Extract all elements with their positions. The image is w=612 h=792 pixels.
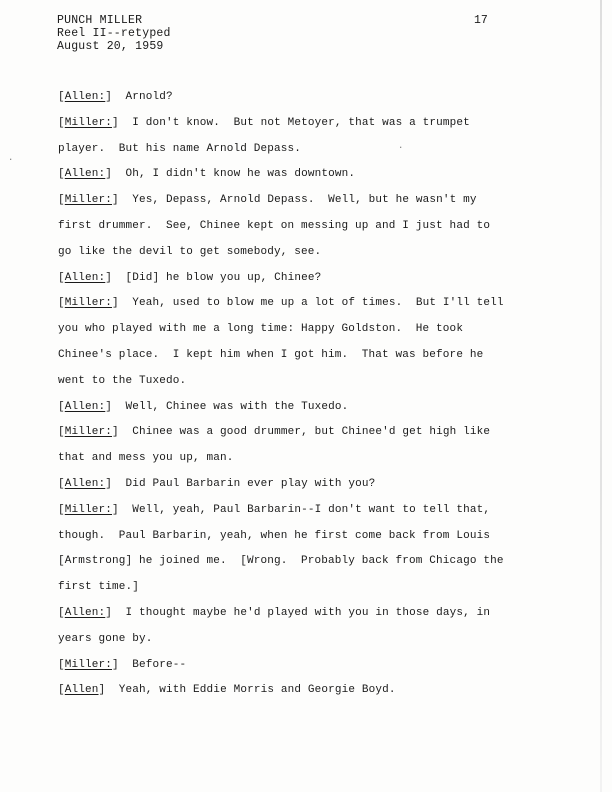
speaker-turn	[58, 89, 514, 115]
speaker-name: Allen:	[64, 606, 106, 619]
speaker-name: Allen:	[64, 91, 106, 103]
transcript-text: Well, yeah, Paul Barbarin--I don't want to tell that,	[132, 503, 491, 516]
speaker-turn	[58, 657, 514, 683]
speaker-name: Allen:	[64, 400, 106, 413]
transcript-line: [Allen:] [Did] he blow you up, Chinee?	[58, 271, 322, 284]
transcript-text: I thought maybe he'd played with you in those days, in	[125, 606, 491, 619]
transcript-text: went to the Tuxedo.	[58, 374, 187, 387]
speaker-turn	[58, 270, 514, 296]
speaker-turn	[58, 476, 514, 502]
speaker-turn	[58, 605, 514, 657]
transcript-text: Before--	[132, 658, 187, 671]
speaker-turn	[58, 682, 514, 708]
transcript-line	[58, 579, 514, 605]
header-line-title: PUNCH MILLER	[57, 14, 143, 27]
speaker-turn	[58, 192, 514, 269]
transcript-line: [Miller:] Before--	[58, 658, 187, 671]
transcript-text: Chinee's place. I kept him when I got him. That was before he	[58, 348, 484, 361]
transcript-text: though. Paul Barbarin, yeah, when he first come back from Louis	[58, 529, 491, 542]
transcript-line	[58, 347, 514, 373]
transcript-line	[58, 244, 514, 270]
transcript-line	[58, 450, 514, 476]
speaker-name: Miller:	[64, 116, 113, 129]
speaker-name: Allen	[64, 684, 99, 697]
speaker-turn	[58, 295, 514, 398]
scan-speck-mark: ·	[398, 143, 404, 153]
speaker-name: Miller:	[64, 426, 113, 439]
transcript-line: [Miller:] I don't know. But not Metoyer, that was a trumpet	[58, 116, 470, 129]
transcript-text: Chinee was a good drummer, but Chinee'd get high like	[132, 426, 491, 439]
transcript-text: Well, Chinee was with the Tuxedo.	[125, 400, 349, 413]
transcript-text: I don't know. But not Metoyer, that was a trumpet	[132, 116, 470, 129]
transcript-line: [Allen:] Well, Chinee was with the Tuxedo.	[58, 400, 349, 413]
transcript-line: [Allen:] Oh, I didn't know he was downtown.	[58, 168, 356, 181]
transcript-line	[58, 553, 514, 579]
page-number: 17	[474, 14, 488, 27]
transcript-line: [Allen:] Arnold?	[58, 91, 173, 103]
speaker-turn	[58, 115, 514, 167]
header-line-date: August 20, 1959	[57, 40, 164, 53]
transcript-line	[58, 528, 514, 554]
transcript-line: [Miller:] Chinee was a good drummer, but Chinee'd get high like	[58, 426, 491, 439]
speaker-name: Miller:	[64, 658, 113, 671]
transcript-line: [Miller:] Yeah, used to blow me up a lot of times. But I'll tell	[58, 297, 504, 310]
transcript-text: go like the devil to get somebody, see.	[58, 245, 322, 258]
transcript-text: you who played with me a long time: Happy Goldston. He took	[58, 323, 464, 336]
transcript-text: [Did] he blow you up, Chinee?	[125, 271, 322, 284]
transcript-line: [Miller:] Yes, Depass, Arnold Depass. Well, but he wasn't my	[58, 194, 477, 207]
transcript-line: [Allen:] Did Paul Barbarin ever play with you?	[58, 477, 376, 490]
scan-edge-shadow	[600, 0, 602, 792]
speaker-turn	[58, 399, 514, 425]
transcript-text: Yes, Depass, Arnold Depass. Well, but he wasn't my	[132, 194, 477, 207]
transcript-text: Oh, I didn't know he was downtown.	[125, 168, 356, 181]
transcript-text: first drummer. See, Chinee kept on messing up and I just had to	[58, 219, 491, 232]
transcript-line: [Miller:] Well, yeah, Paul Barbarin--I don't want to tell that,	[58, 503, 491, 516]
transcript-line: [Allen] Yeah, with Eddie Morris and Georgie Boyd.	[58, 684, 396, 697]
document-header	[57, 14, 171, 53]
transcript-line	[58, 141, 514, 167]
speaker-name: Allen:	[64, 477, 106, 490]
transcript-line	[58, 631, 514, 657]
transcript-text: years gone by.	[58, 632, 153, 645]
speaker-turn	[58, 424, 514, 476]
transcript-text: Yeah, with Eddie Morris and Georgie Boyd.	[118, 684, 396, 697]
transcript-text: Arnold?	[125, 91, 173, 103]
header-line-reel: Reel II--retyped	[57, 27, 171, 40]
transcript-text: Did Paul Barbarin ever play with you?	[125, 477, 376, 490]
scan-speck-mark: ·	[8, 155, 14, 165]
transcript-line	[58, 218, 514, 244]
speaker-name: Miller:	[64, 503, 113, 516]
transcript-line	[58, 321, 514, 347]
transcript-text: Yeah, used to blow me up a lot of times. But I'll tell	[132, 297, 504, 310]
transcript-text: first time.]	[58, 581, 140, 594]
transcript-text: that and mess you up, man.	[58, 452, 234, 465]
speaker-name: Miller:	[64, 297, 113, 310]
transcript-body	[58, 89, 514, 708]
speaker-name: Allen:	[64, 271, 106, 284]
transcript-line	[58, 373, 514, 399]
speaker-name: Allen:	[64, 168, 106, 181]
speaker-name: Miller:	[64, 194, 113, 207]
transcript-line: [Allen:] I thought maybe he'd played with you in those days, in	[58, 606, 491, 619]
speaker-turn	[58, 502, 514, 605]
transcript-text: [Armstrong] he joined me. [Wrong. Probably back from Chicago the	[58, 555, 504, 568]
transcript-text: player. But his name Arnold Depass.	[58, 142, 302, 155]
speaker-turn	[58, 166, 514, 192]
